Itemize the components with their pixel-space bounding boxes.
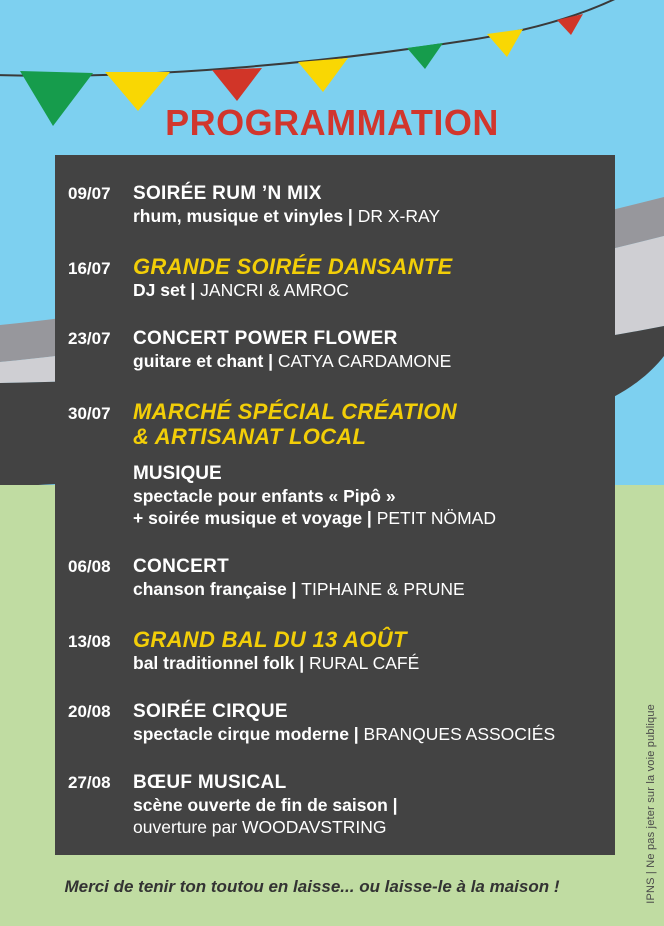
event-title: GRANDE SOIRÉE DANSANTE — [133, 254, 453, 279]
event-date: 23/07 — [68, 329, 111, 348]
event-date: 27/08 — [68, 773, 111, 792]
events-list — [68, 183, 605, 838]
event-date: 20/08 — [68, 702, 111, 721]
event-subtitle — [133, 578, 605, 600]
bunting-flag-yellow — [298, 58, 348, 92]
subtitle-descriptor: guitare et chant | — [133, 351, 278, 371]
event-date: 16/07 — [68, 259, 111, 278]
subtitle-performer: ouverture par WOODAVSTRING — [133, 817, 387, 837]
event-subtitle — [133, 794, 605, 816]
event-title: MARCHÉ SPÉCIAL CRÉATION & ARTISANAT LOCAL — [133, 399, 457, 449]
event-subtitle — [133, 507, 605, 529]
event-extra-heading: MUSIQUE — [133, 463, 222, 484]
bunting-flag-green — [407, 43, 443, 69]
event-title: CONCERT — [133, 556, 230, 577]
event-title: BŒUF MUSICAL — [133, 772, 287, 793]
event-row — [68, 701, 605, 745]
subtitle-descriptor: spectacle pour enfants « Pipô » — [133, 486, 396, 506]
event-body — [133, 701, 605, 745]
event-title: SOIRÉE CIRQUE — [133, 701, 288, 722]
event-extra-block — [133, 463, 605, 529]
event-row — [68, 254, 605, 301]
subtitle-performer: CATYA CARDAMONE — [277, 351, 452, 371]
event-subtitle — [133, 205, 605, 227]
event-date: 06/08 — [68, 557, 111, 576]
page-title: PROGRAMMATION — [165, 102, 499, 143]
event-body — [133, 627, 605, 674]
event-title: CONCERT POWER FLOWER — [133, 328, 398, 349]
event-subtitle — [133, 350, 605, 372]
event-body — [133, 254, 605, 301]
subtitle-performer: BRANQUES ASSOCIÉS — [363, 724, 556, 744]
subtitle-performer: DR X-RAY — [357, 206, 441, 226]
subtitle-descriptor: chanson française | — [133, 579, 302, 599]
event-row — [68, 556, 605, 600]
event-row — [68, 328, 605, 372]
event-date: 13/08 — [68, 632, 111, 651]
subtitle-descriptor: + soirée musique et voyage | — [133, 508, 377, 528]
event-title: SOIRÉE RUM ’N MIX — [133, 183, 322, 204]
bunting-flag-red — [212, 68, 262, 101]
event-subtitle — [133, 279, 605, 301]
subtitle-performer: PETIT NÖMAD — [376, 508, 496, 528]
event-subtitle — [133, 723, 605, 745]
subtitle-descriptor: DJ set | — [133, 280, 201, 300]
event-subtitle — [133, 652, 605, 674]
event-row — [68, 183, 605, 227]
event-row — [68, 627, 605, 674]
event-date: 30/07 — [68, 404, 111, 423]
event-date: 09/07 — [68, 184, 111, 203]
subtitle-descriptor: bal traditionnel folk | — [133, 653, 310, 673]
event-title: GRAND BAL DU 13 AOÛT — [133, 627, 407, 652]
event-body — [133, 399, 605, 529]
bunting-flag-yellow — [487, 29, 523, 57]
subtitle-descriptor: rhum, musique et vinyles | — [133, 206, 358, 226]
footer-message: Merci de tenir ton toutou en laisse... ou laisse-le à la maison ! — [64, 877, 560, 896]
event-body — [133, 772, 605, 838]
event-body — [133, 328, 605, 372]
event-subtitle — [133, 816, 605, 838]
subtitle-performer: TIPHAINE & PRUNE — [301, 579, 465, 599]
subtitle-descriptor: scène ouverte de fin de saison | — [133, 795, 398, 815]
event-subtitle — [133, 485, 605, 507]
subtitle-performer: RURAL CAFÉ — [309, 653, 420, 673]
subtitle-performer: JANCRI & AMROC — [200, 280, 349, 300]
events-panel — [55, 155, 615, 855]
event-row — [68, 399, 605, 529]
subtitle-descriptor: spectacle cirque moderne | — [133, 724, 364, 744]
event-row — [68, 772, 605, 838]
event-body — [133, 556, 605, 600]
event-body — [133, 183, 605, 227]
imprint-vertical-text: IPNS | Ne pas jeter sur la voie publique — [645, 704, 657, 904]
bunting-flag-red — [557, 14, 583, 35]
